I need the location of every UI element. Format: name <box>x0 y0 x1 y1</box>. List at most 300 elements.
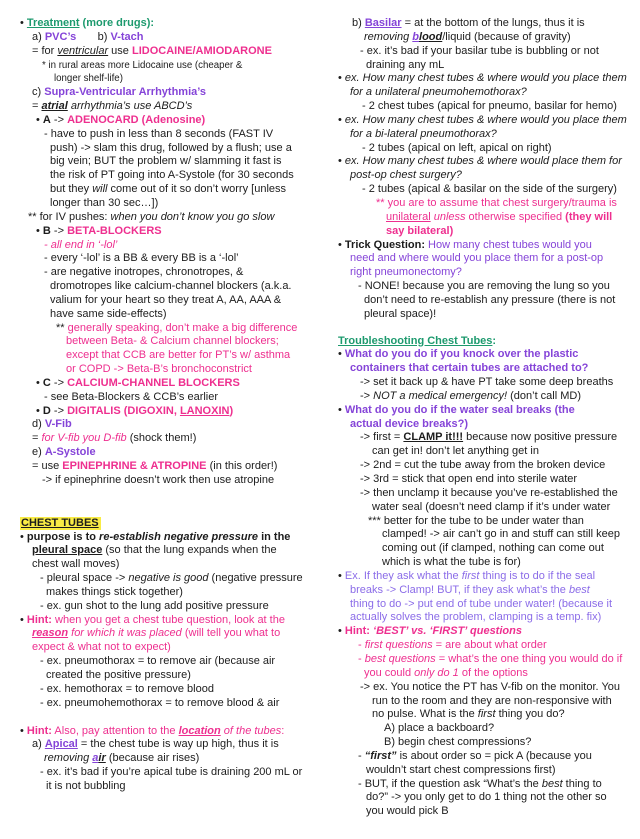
text-line <box>20 114 328 128</box>
text-segment: ) <box>229 404 234 417</box>
text-segment: purpose is to <box>26 530 100 543</box>
text-segment: Supra-Ventricular Arrhythmia’s <box>44 86 207 99</box>
text-segment: • <box>20 613 27 626</box>
text-segment: for a unilateral pneumohemothorax? <box>350 86 527 99</box>
text-segment: NOT a medical emergency! <box>373 389 508 402</box>
text-segment: A) place a backboard? <box>384 722 495 735</box>
text-segment: first <box>461 569 480 582</box>
text-segment: use <box>108 44 132 57</box>
text-line <box>20 474 328 488</box>
text-segment: big vein; BUT the problem w/ slamming it fast is <box>50 155 282 168</box>
text-segment: Treatment <box>26 17 80 29</box>
text-segment: (because air rises) <box>105 752 200 765</box>
text-segment: you would pick B <box>366 805 449 818</box>
text-line <box>20 128 328 142</box>
text-line <box>20 544 328 558</box>
text-segment: reason <box>32 627 69 640</box>
text-segment: when you don’t know you go slow <box>110 210 275 223</box>
text-segment: which is what the tube is for) <box>382 556 521 569</box>
text-segment: -> if epinephrine doesn’t work then use atropine <box>42 473 275 486</box>
text-segment: Also, pay attention to the <box>51 724 179 737</box>
text-segment: = <box>32 432 42 445</box>
text-line <box>338 100 632 114</box>
text-segment: - BUT, if the question ask “What’s the <box>358 777 542 790</box>
text-line <box>20 239 328 253</box>
text-line <box>20 460 328 474</box>
text-line <box>20 780 328 794</box>
text-line <box>20 600 328 614</box>
text-segment: What do you do if you knock over the plastic <box>344 348 579 361</box>
text-segment: generally speaking, don’t make a big difference <box>67 321 298 334</box>
text-segment: for which it was placed <box>68 627 182 640</box>
text-segment: clamped! -> air can’t go in and stuff can still keep <box>382 528 620 541</box>
text-segment: = are about what order <box>432 639 547 652</box>
text-line <box>20 308 328 322</box>
text-segment: - are negative inotropes, chronotropes, & <box>44 266 244 279</box>
text-segment: b) <box>352 17 365 29</box>
text-line <box>338 72 632 86</box>
text-segment: - ex. gun shot to the lung add positive pressure <box>40 599 269 612</box>
text-line <box>20 655 328 669</box>
text-segment: V-tach <box>110 30 144 43</box>
text-segment: in the <box>258 530 291 543</box>
text-segment: B) begin chest compressions? <box>384 736 532 749</box>
text-segment: • <box>338 113 345 126</box>
text-line <box>20 86 328 100</box>
text-segment: only do 1 <box>414 666 459 679</box>
text-line <box>20 294 328 308</box>
text-line <box>338 252 632 266</box>
text-line <box>338 722 632 736</box>
text-segment: right pneumonectomy? <box>350 266 462 279</box>
text-line <box>338 487 632 501</box>
text-segment: don’t need to re-establish any pressure (there is not <box>364 293 616 306</box>
text-line <box>20 363 328 377</box>
text-line <box>20 531 328 545</box>
text-segment: • <box>338 625 345 638</box>
text-segment: actually solves the problem, clamping is a temp. fix) <box>350 611 602 624</box>
text-segment: the risk of PT going into A-Systole (for 30 seconds <box>50 169 294 182</box>
text-segment: CLAMP it!!! <box>403 431 464 444</box>
text-line <box>20 169 328 183</box>
text-line <box>20 335 328 349</box>
text-segment: - ex. pneumohemothorax = to remove blood & air <box>40 696 280 709</box>
text-segment: ex. How many chest tubes & where would you place them <box>344 113 627 126</box>
notes-left-column <box>20 17 328 839</box>
text-segment: : <box>492 334 497 347</box>
text-line <box>338 308 632 322</box>
text-segment: longer than 30 sec…]) <box>50 196 159 209</box>
text-line <box>338 501 632 515</box>
text-segment: draining any mL <box>366 58 445 71</box>
text-line <box>20 349 328 363</box>
text-line <box>20 100 328 114</box>
text-segment: • <box>338 348 345 361</box>
text-segment: A <box>42 113 51 126</box>
text-segment: expect & what not to expect) <box>32 641 171 654</box>
text-segment: - have to push in less than 8 seconds (FAST IV <box>44 127 274 140</box>
text-segment: Apical <box>44 738 78 751</box>
text-line <box>20 266 328 280</box>
text-line <box>338 142 632 156</box>
text-segment: = <box>32 100 42 113</box>
text-line <box>20 59 328 73</box>
text-segment: location <box>178 724 221 737</box>
text-segment: - 2 chest tubes (apical for pneumo, basilar for hemo) <box>362 100 617 113</box>
text-segment: makes things stick together) <box>46 585 183 598</box>
text-segment: a) <box>32 738 45 751</box>
text-segment: = at the bottom of the lungs, thus it is <box>401 17 585 29</box>
text-segment: because now positive pressure <box>463 431 618 444</box>
text-line <box>20 183 328 197</box>
text-segment: wouldn’t start chest compressions first) <box>366 763 556 776</box>
text-line <box>338 431 632 445</box>
text-segment: water seal (doesn’t need clamp if it’s under water <box>372 500 611 513</box>
text-segment: Troubleshooting Chest Tubes <box>338 334 493 347</box>
text-line <box>338 197 632 211</box>
text-line <box>20 197 328 211</box>
text-segment: ventricular <box>57 44 109 57</box>
text-line <box>338 155 632 169</box>
text-line <box>338 390 632 404</box>
text-segment: = what’s the one thing you would do if <box>435 652 623 665</box>
text-line <box>338 764 632 778</box>
text-segment: first questions <box>364 639 433 652</box>
text-segment: of the options <box>458 666 528 679</box>
text-line <box>338 515 632 529</box>
text-line <box>20 155 328 169</box>
text-segment: - NONE! because you are removing the lung so you <box>358 280 610 293</box>
text-segment: when you get a chest tube question, look at the <box>51 613 285 626</box>
text-segment: (so that the lung expands when the <box>102 544 277 557</box>
text-line <box>338 86 632 100</box>
text-line <box>20 17 328 31</box>
text-segment: B <box>42 224 51 237</box>
text-line <box>20 252 328 266</box>
text-line <box>338 225 632 239</box>
text-segment: • <box>36 376 43 389</box>
text-line <box>20 45 328 59</box>
text-segment: can get in! don’t let anything get in <box>372 445 539 458</box>
text-segment: -> <box>50 113 68 126</box>
text-segment: How many chest tubes would you <box>425 238 592 251</box>
text-segment: • <box>338 569 345 582</box>
text-segment: • <box>338 238 345 251</box>
text-segment: - ex. hemothorax = to remove blood <box>40 682 214 695</box>
text-line <box>338 348 632 362</box>
text-line <box>338 294 632 308</box>
text-segment: ** <box>56 321 68 334</box>
text-segment: otherwise specified <box>465 210 566 223</box>
text-segment: = use <box>32 460 63 472</box>
text-segment: ex. How many chest tubes & where would you place them <box>344 72 627 85</box>
text-segment: • <box>36 224 43 237</box>
text-segment: (more drugs): <box>79 17 155 29</box>
text-segment: re-establish negative pressure <box>99 530 259 543</box>
text-segment: DIGITALIS (DIGOXIN, <box>67 404 180 417</box>
text-line <box>338 750 632 764</box>
text-segment: Hint: <box>344 625 370 638</box>
text-segment: What do you do if the water seal breaks (the <box>344 403 575 416</box>
text-segment: (shock them!) <box>126 432 197 445</box>
text-line <box>338 598 632 612</box>
text-segment: - ex. it’s bad if you’re apical tube is draining 200 mL or <box>40 766 303 779</box>
text-line <box>20 405 328 419</box>
text-line <box>338 114 632 128</box>
text-segment: thing to do -> put end of tube under water! (because it <box>350 597 613 610</box>
text-line <box>338 362 632 376</box>
text-segment: Hint: <box>26 724 52 737</box>
text-segment: ex. How many chest tubes & where would place them for <box>344 155 622 168</box>
text-line <box>338 280 632 294</box>
text-segment: - 2 tubes (apical on left, apical on right) <box>362 141 552 154</box>
text-segment: (don’t call MD) <box>507 389 582 402</box>
text-segment: -> ex. You notice the PT has V-fib on the monitor. You <box>360 680 621 693</box>
text-line <box>338 211 632 225</box>
text-line <box>338 31 632 45</box>
text-segment: arrhythmia’s use ABCD’s <box>70 100 193 113</box>
text-segment: (they will <box>565 210 613 223</box>
text-segment: thing to <box>562 777 602 790</box>
text-segment: Hint: <box>26 613 52 626</box>
text-segment: BETA-BLOCKERS <box>67 224 162 237</box>
text-line <box>20 418 328 432</box>
text-segment: -> set it back up & have PT take some deep breaths <box>360 376 614 389</box>
text-segment: C <box>42 376 51 389</box>
text-segment: ir <box>98 752 106 765</box>
text-segment: created the positive pressure) <box>46 668 191 681</box>
text-line <box>20 627 328 641</box>
text-segment: negative is good <box>128 572 209 585</box>
text-segment: do?” -> you only get to do 1 thing not the other so <box>366 791 607 804</box>
text-segment: pleural space <box>32 544 103 557</box>
text-segment: CHEST TUBES <box>21 516 99 529</box>
text-line <box>20 558 328 572</box>
text-line <box>20 31 328 45</box>
text-segment: longer shelf-life) <box>54 73 123 85</box>
text-segment: - ex. pneumothorax = to remove air (because air <box>40 655 276 668</box>
text-segment: • <box>20 724 27 737</box>
text-line <box>338 736 632 750</box>
text-segment: first <box>477 708 496 721</box>
text-segment: or COPD -> Beta-B’s bronchoconstrict <box>66 363 252 376</box>
text-line <box>338 376 632 390</box>
text-segment: lood <box>419 30 443 43</box>
text-segment: push) -> slam this drug, followed by a flush; use a <box>50 141 292 154</box>
text-segment: say bilateral) <box>386 224 454 237</box>
text-line <box>338 128 632 142</box>
text-segment: : <box>281 724 285 737</box>
text-segment: best questions <box>364 652 436 665</box>
text-segment: between Beta- & Calcium channel blockers; <box>66 335 279 348</box>
text-line <box>338 667 632 681</box>
text-segment: • <box>20 530 27 543</box>
text-segment: - <box>358 749 365 762</box>
text-line <box>338 528 632 542</box>
text-line <box>20 446 328 460</box>
text-line <box>338 45 632 59</box>
text-segment: need and where would you place them for a post-op <box>350 252 604 265</box>
text-segment: A-Systole <box>44 446 96 459</box>
text-line <box>338 404 632 418</box>
text-line <box>20 738 328 752</box>
text-segment: for a bi-lateral pneumothorax? <box>350 127 497 140</box>
text-line <box>338 445 632 459</box>
text-line <box>20 432 328 446</box>
text-segment: -> first = <box>360 431 404 444</box>
text-segment: -> <box>50 376 68 389</box>
text-segment: - see Beta-Blockers & CCB’s earlier <box>44 390 219 403</box>
text-segment: • <box>20 17 27 29</box>
text-segment: run to the room and they are non-responsive with <box>372 694 612 707</box>
text-segment: e) <box>32 446 45 459</box>
text-segment: d) <box>32 418 45 431</box>
text-segment: c) <box>32 86 45 99</box>
text-segment: - 2 tubes (apical & basilar on the side of the surgery) <box>362 183 617 196</box>
text-segment: /liquid (because of gravity) <box>442 30 571 43</box>
text-segment: Basilar <box>364 17 402 29</box>
text-segment: thing you do? <box>495 708 565 721</box>
text-segment: EPINEPHRINE & ATROPINE <box>62 460 207 472</box>
text-segment: no pulse. What is the <box>372 708 478 721</box>
text-line <box>338 473 632 487</box>
text-line <box>20 697 328 711</box>
text-segment: (in this order!) <box>206 460 278 472</box>
text-line <box>338 791 632 805</box>
text-segment: -> 2nd = cut the tube away from the broken device <box>360 459 606 472</box>
text-line <box>20 517 328 531</box>
text-segment: unilateral <box>386 210 431 223</box>
text-segment: CALCIUM-CHANNEL BLOCKERS <box>67 376 240 389</box>
text-segment: - ex. it’s bad if your basilar tube is bubbling or not <box>360 44 599 57</box>
text-segment: = the chest tube is way up high, thus it is <box>77 738 279 751</box>
text-line <box>20 683 328 697</box>
text-segment: you are to assume that chest surgery/trauma is <box>387 196 617 209</box>
text-segment: -> <box>50 404 68 417</box>
text-line <box>20 766 328 780</box>
text-segment: containers that certain tubes are attached to? <box>350 362 589 375</box>
text-line <box>338 542 632 556</box>
text-segment: will <box>92 183 108 196</box>
text-segment: LIDOCAINE/AMIODARONE <box>131 44 272 57</box>
text-segment: LANOXIN <box>179 404 230 417</box>
text-segment: a <box>92 752 99 765</box>
text-segment: removing <box>44 752 93 765</box>
text-segment: • <box>36 113 43 126</box>
text-line <box>338 556 632 570</box>
text-segment: coming out (if clamped, nothing can come out <box>382 542 604 555</box>
text-segment: come out of it so don’t worry [unless <box>107 183 287 196</box>
text-line <box>338 778 632 792</box>
text-segment: chest wall moves) <box>32 558 120 571</box>
text-segment: ** <box>376 196 388 209</box>
text-segment: it is not bubbling <box>46 779 126 792</box>
text-segment: -> 3rd = stick that open end into sterile water <box>360 473 578 485</box>
text-line <box>338 625 632 639</box>
text-segment: D <box>42 404 51 417</box>
text-line <box>338 681 632 695</box>
text-segment: - every ‘-lol’ is a BB & every BB is a ‘-lol’ <box>44 252 239 265</box>
text-segment: breaks -> Clamp! BUT, if they ask what’s the <box>350 583 569 596</box>
text-line <box>338 708 632 722</box>
text-line <box>20 280 328 294</box>
text-segment: ADENOCARD (Adenosine) <box>67 113 206 126</box>
text-segment: for V-fib you D-fib <box>41 432 127 445</box>
text-segment: ‘BEST’ vs. ‘FIRST’ questions <box>373 625 522 638</box>
text-line <box>338 59 632 73</box>
text-segment: -> <box>360 389 374 402</box>
text-line <box>338 653 632 667</box>
text-segment: is about order so = pick A (because you <box>396 749 592 762</box>
text-segment: post-op chest surgery? <box>350 169 462 182</box>
text-segment: • <box>338 72 345 85</box>
text-line <box>20 669 328 683</box>
notes-right-column <box>338 17 632 839</box>
text-segment: ** for IV pushes: <box>28 210 111 223</box>
text-segment: “first” <box>364 749 397 762</box>
text-line <box>338 418 632 432</box>
text-segment: -> then unclamp it because you’ve re-established the <box>360 486 618 499</box>
text-segment: * in rural areas more Lidocaine use (cheaper & <box>42 59 243 71</box>
text-segment: thing is to do if the seal <box>479 569 596 582</box>
text-segment: = for <box>32 44 58 57</box>
text-line <box>338 639 632 653</box>
text-line <box>338 239 632 253</box>
text-segment: removing <box>364 30 413 43</box>
text-segment: - <box>358 652 365 665</box>
text-line <box>338 459 632 473</box>
text-line <box>338 570 632 584</box>
text-segment: -> <box>50 224 68 237</box>
text-segment: • <box>338 403 345 416</box>
text-line <box>338 17 632 31</box>
text-line <box>20 225 328 239</box>
text-line <box>20 211 328 225</box>
text-segment: you could <box>364 666 415 679</box>
text-line <box>20 752 328 766</box>
text-segment: dromotropes like calcium-channel blockers (a.k.a. <box>50 280 292 293</box>
text-segment: of the tubes <box>220 724 282 737</box>
text-segment: (will tell you what to <box>181 627 281 640</box>
text-segment: best <box>541 777 563 790</box>
text-line <box>338 695 632 709</box>
text-line <box>20 391 328 405</box>
text-line <box>20 586 328 600</box>
text-segment: • <box>36 404 43 417</box>
text-segment: PVC’s <box>44 30 77 43</box>
text-line <box>20 641 328 655</box>
text-line <box>20 572 328 586</box>
text-segment: valium for your heart so they treat A, AA, AAA & <box>50 293 282 306</box>
text-segment: pleural space)! <box>364 307 437 320</box>
text-line <box>20 72 328 86</box>
text-line <box>338 169 632 183</box>
text-segment: a) <box>32 30 45 43</box>
text-segment: b <box>412 30 420 43</box>
text-segment: (negative pressure <box>208 572 303 585</box>
text-segment: actual device breaks?) <box>350 417 469 430</box>
text-segment: unless <box>433 210 466 223</box>
text-segment: Ex. If they ask what the <box>344 569 462 582</box>
text-segment: but they <box>50 183 93 196</box>
text-segment: except that CCB are better for PT’s w/ asthma <box>66 349 291 362</box>
text-segment: Trick Question: <box>344 238 425 251</box>
text-segment: - pleural space -> <box>40 572 129 585</box>
text-line <box>338 611 632 625</box>
text-line <box>338 183 632 197</box>
text-line <box>20 142 328 156</box>
text-segment: - all end in ‘-lol’ <box>44 238 118 251</box>
